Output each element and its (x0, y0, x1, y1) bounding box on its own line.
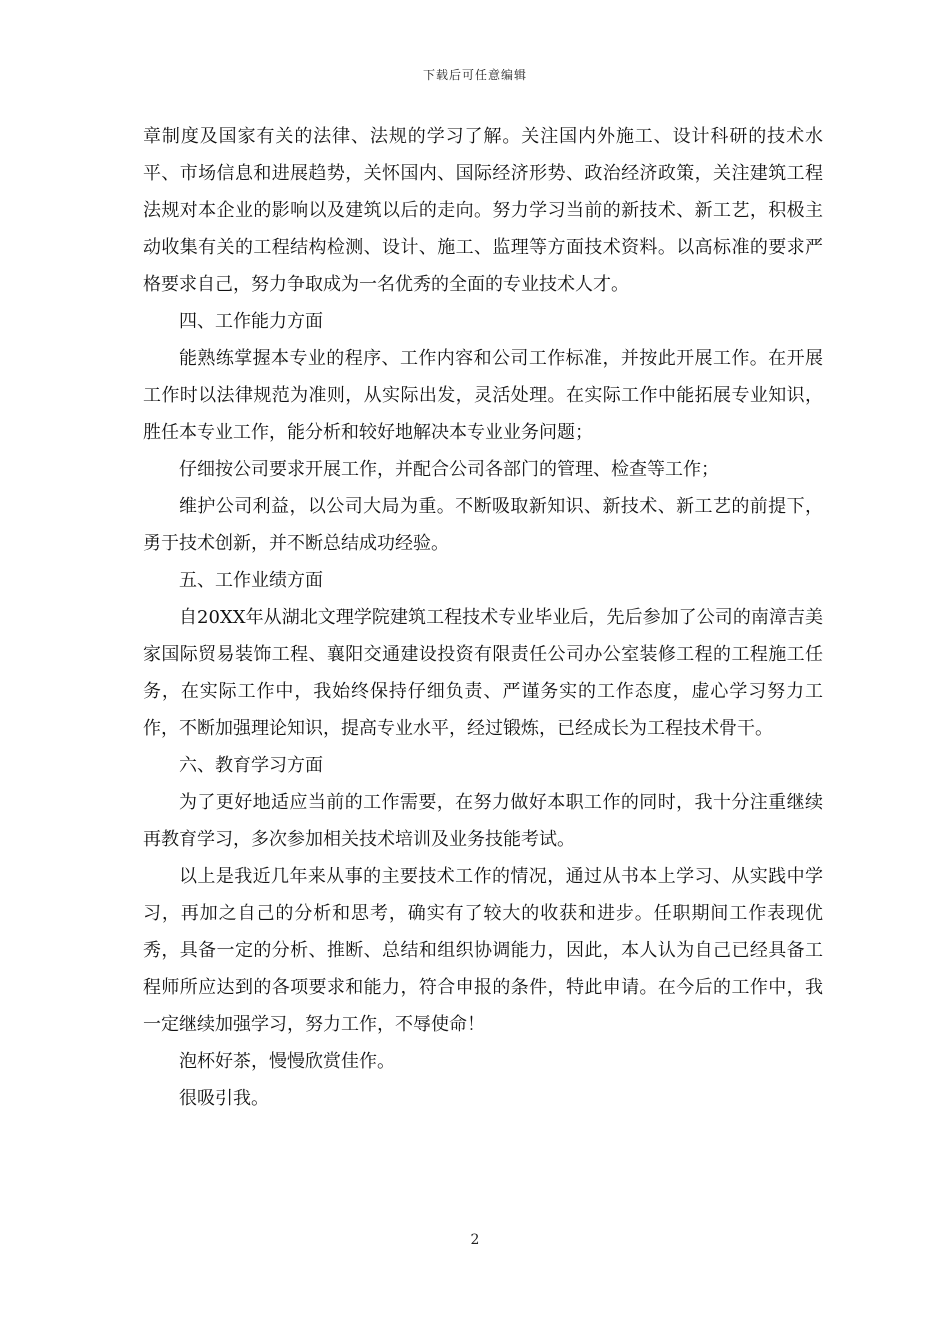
section-heading-work-ability: 四、工作能力方面 (179, 311, 323, 332)
section-heading-education: 六、教育学习方面 (179, 755, 323, 776)
document-body (143, 118, 823, 1117)
paragraph-continued: 章制度及国家有关的法律、法规的学习了解。关注国内外施工、设计科研的技术水平、市场信息和进展趋势，关怀国内、国际经济形势、政治经济政策，关注建筑工程法规对本企业的影响以及建筑以后的走向。努力学习当前的新技术、新工艺，积极主动收集有关的工程结构检测、设计、施工、监理等方面技术资料。以高标准的要求严格要求自己，努力争取成为一名优秀的全面的专业技术人才。 (143, 126, 823, 295)
paragraph: 泡杯好茶，慢慢欣赏佳作。 (179, 1051, 395, 1072)
page-number: 2 (470, 1232, 480, 1248)
page-header: 下载后可任意编辑 (422, 68, 527, 82)
section-heading-work-performance: 五、工作业绩方面 (179, 570, 323, 591)
paragraph: 以上是我近几年来从事的主要技术工作的情况，通过从书本上学习、从实践中学习，再加之自己的分析和思考，确实有了较大的收获和进步。任职期间工作表现优秀，具备一定的分析、推断、总结和组织协调能力，因此，本人认为自己已经具备工程师所应达到的各项要求和能力，符合申报的条件，特此申请。在今后的工作中，我一定继续加强学习，努力工作，不辱使命！ (143, 866, 823, 1035)
paragraph: 维护公司利益，以公司大局为重。不断吸取新知识、新技术、新工艺的前提下，勇于技术创新，并不断总结成功经验。 (143, 496, 823, 554)
paragraph: 自20XX年从湖北文理学院建筑工程技术专业毕业后，先后参加了公司的南漳吉美家国际贸易装饰工程、襄阳交通建设投资有限责任公司办公室装修工程的工程施工任务，在实际工作中，我始终保持仔细负责、严谨务实的工作态度，虚心学习努力工作，不断加强理论知识，提高专业水平，经过锻炼，已经成长为工程技术骨干。 (143, 607, 823, 739)
paragraph: 为了更好地适应当前的工作需要，在努力做好本职工作的同时，我十分注重继续再教育学习，多次参加相关技术培训及业务技能考试。 (143, 792, 823, 850)
paragraph: 仔细按公司要求开展工作，并配合公司各部门的管理、检查等工作； (179, 459, 719, 480)
paragraph: 很吸引我。 (179, 1088, 269, 1109)
paragraph: 能熟练掌握本专业的程序、工作内容和公司工作标准，并按此开展工作。在开展工作时以法律规范为准则，从实际出发，灵活处理。在实际工作中能拓展专业知识，胜任本专业工作，能分析和较好地解决本专业业务问题； (143, 348, 823, 443)
